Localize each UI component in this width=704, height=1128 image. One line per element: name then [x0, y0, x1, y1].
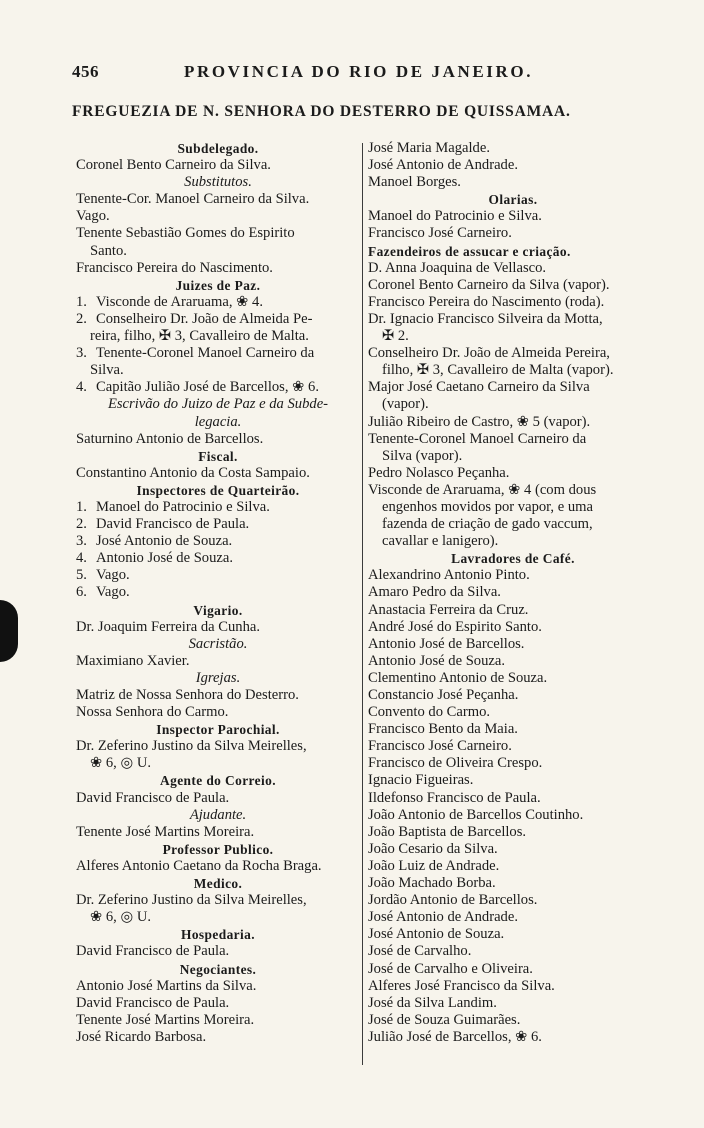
section-heading: Juizes de Paz.: [175, 277, 261, 293]
subheading: Substitutos.: [184, 174, 252, 191]
page-number: 456: [72, 62, 99, 81]
running-title: PROVINCIA DO RIO DE JANEIRO.: [184, 62, 534, 81]
entry-line: David Francisco de Paula.: [76, 994, 230, 1011]
numbered-entry: [76, 499, 360, 516]
entry-line: Constantino Antonio da Costa Sampaio.: [76, 464, 310, 481]
entry-line: Alexandrino Antonio Pinto.: [368, 567, 530, 584]
entry-line: José Ricardo Barbosa.: [76, 1028, 207, 1045]
entry-line: Antonio José Martins da Silva.: [76, 977, 257, 994]
section-heading: Medico.: [193, 876, 243, 892]
entry-line: Tenente Sebastião Gomes do Espirito: [76, 225, 295, 242]
entry-continuation: engenhos movidos por vapor, e uma: [382, 498, 593, 515]
entry-line: João Cesario da Silva.: [368, 840, 498, 857]
section-heading: Fiscal.: [198, 448, 238, 464]
entry-line: Matriz de Nossa Senhora do Desterro.: [76, 687, 299, 703]
parish-title: FREGUEZIA DE N. SENHORA DO DESTERRO DE QUISSAMAA.: [72, 103, 571, 120]
entry-text: Conselheiro Dr. João de Almeida Pe-: [96, 310, 313, 327]
section-heading: Hospedaria.: [181, 927, 255, 943]
entry-text: Manoel do Patrocinio e Silva.: [96, 498, 270, 515]
entry-line: José Antonio de Souza.: [368, 926, 505, 943]
entry-line: Ignacio Figueiras.: [368, 772, 474, 789]
entry-line: Constancio José Peçanha.: [368, 687, 519, 703]
entry-line: Francisco Pereira do Nascimento.: [76, 259, 273, 276]
entry-line: André José do Espirito Santo.: [368, 618, 542, 635]
numbered-entry: [76, 567, 360, 584]
section-heading: Vigario.: [193, 602, 243, 618]
entry-text: David Francisco de Paula.: [96, 516, 250, 533]
right-column: [368, 140, 658, 1046]
numbered-entry: [76, 533, 360, 550]
entry-line: Julião Ribeiro de Castro, ❀ 5 (vapor).: [368, 413, 591, 430]
subheading: Ajudante.: [189, 806, 247, 823]
section-heading: Agente do Correio.: [160, 773, 276, 789]
entry-line: Alferes José Francisco da Silva.: [368, 977, 555, 994]
entry-continuation: Silva.: [90, 362, 124, 379]
section-heading: Inspectores de Quarteirão.: [136, 482, 300, 498]
page-header: [72, 62, 582, 82]
entry-line: Antonio José de Souza.: [368, 652, 506, 669]
entry-number: 4.: [76, 379, 87, 396]
entry-line: José de Carvalho.: [368, 943, 472, 960]
entry-continuation: filho, ✠ 3, Cavalleiro de Malta (vapor).: [382, 362, 614, 379]
entry-line: Julião José de Barcellos, ❀ 6.: [368, 1028, 542, 1045]
entry-line: Dr. Ignacio Francisco Silveira da Motta,: [368, 310, 603, 327]
entry-number: 4.: [76, 550, 87, 567]
section-heading: Lavradores de Café.: [451, 551, 575, 567]
entry-line: Alferes Antonio Caetano da Rocha Braga.: [76, 857, 322, 874]
left-column: [76, 140, 360, 1046]
entry-line: Tenente-Coronel Manoel Carneiro da: [368, 430, 587, 447]
entry-text: Capitão Julião José de Barcellos, ❀ 6.: [96, 379, 319, 396]
subheading: Igrejas.: [195, 669, 241, 686]
entry-line: José de Souza Guimarães.: [368, 1011, 521, 1028]
entry-line: João Luiz de Andrade.: [368, 857, 500, 874]
entry-continuation: cavallar e lanigero).: [382, 533, 499, 550]
entry-continuation: ❀ 6, ◎ U.: [90, 755, 152, 772]
section-heading: Fazendeiros de assucar e criação.: [368, 243, 571, 259]
entry-line: Tenente José Martins Moreira.: [76, 823, 255, 840]
subheading: Sacristão.: [188, 635, 248, 652]
numbered-entry: [76, 294, 360, 311]
entry-number: 5.: [76, 567, 87, 584]
entry-number: 2.: [76, 516, 87, 533]
entry-line: D. Anna Joaquina de Vellasco.: [368, 259, 547, 276]
entry-continuation: (vapor).: [382, 396, 429, 413]
entry-line: Dr. Zeferino Justino da Silva Meirelles,: [76, 738, 307, 755]
entry-number: 3.: [76, 533, 87, 550]
entry-line: David Francisco de Paula.: [76, 789, 230, 806]
section-heading: Subdelegado.: [177, 141, 259, 156]
section-heading: Negociantes.: [179, 961, 257, 977]
entry-line: José Antonio de Andrade.: [368, 157, 518, 174]
entry-number: 6.: [76, 584, 87, 601]
entry-text: Tenente-Coronel Manoel Carneiro da: [96, 345, 315, 362]
italic-line: legacia.: [194, 413, 242, 430]
entry-line: João Machado Borba.: [368, 875, 496, 892]
italic-line: Escrivão do Juizo de Paz e da Subde-: [107, 396, 329, 413]
binding-mark: [0, 600, 18, 662]
entry-line: Convento do Carmo.: [368, 704, 491, 721]
numbered-entry: [76, 550, 360, 567]
numbered-entry: [76, 379, 360, 396]
entry-line: Visconde de Araruama, ❀ 4 (com dous: [368, 481, 597, 498]
entry-continuation: Silva (vapor).: [382, 447, 463, 464]
section-heading: Professor Publico.: [162, 841, 274, 857]
section-heading: Inspector Parochial.: [156, 722, 280, 738]
entry-line: Francisco Bento da Maia.: [368, 721, 518, 738]
entry-text: Vago.: [96, 567, 130, 584]
entry-line: Maximiano Xavier.: [76, 652, 190, 669]
entry-line: Amaro Pedro da Silva.: [368, 584, 501, 601]
entry-text: Antonio José de Souza.: [96, 550, 234, 567]
entry-continuation: reira, filho, ✠ 3, Cavalleiro de Malta.: [90, 328, 309, 345]
entry-line: David Francisco de Paula.: [76, 943, 230, 960]
entry-number: 1.: [76, 498, 87, 515]
entry-line: Francisco Pereira do Nascimento (roda).: [368, 293, 605, 310]
entry-continuation: ✠ 2.: [382, 328, 409, 345]
entry-line: Conselheiro Dr. João de Almeida Pereira,: [368, 345, 610, 362]
entry-line: Nossa Senhora do Carmo.: [76, 704, 229, 721]
entry-text: Visconde de Araruama, ❀ 4.: [96, 293, 263, 310]
entry-line: Manoel do Patrocinio e Silva.: [368, 208, 542, 225]
entry-line: José da Silva Landim.: [368, 994, 497, 1011]
entry-number: 2.: [76, 310, 87, 327]
entry-line: Francisco de Oliveira Crespo.: [368, 755, 543, 772]
entry-line: Anastacia Ferreira da Cruz.: [368, 601, 529, 618]
entry-line: Vago.: [76, 208, 110, 225]
entry-line: Manoel Borges.: [368, 174, 461, 191]
entry-continuation: fazenda de criação de gado vaccum,: [382, 516, 593, 533]
entry-continuation: ❀ 6, ◎ U.: [90, 909, 152, 926]
entry-line: Ildefonso Francisco de Paula.: [368, 789, 541, 806]
entry-line: João Baptista de Barcellos.: [368, 823, 527, 840]
entry-text: Vago.: [96, 584, 130, 601]
entry-line: Antonio José de Barcellos.: [368, 635, 525, 652]
entry-line: Major José Caetano Carneiro da Silva: [368, 379, 590, 396]
entry-line: Francisco José Carneiro.: [368, 738, 512, 755]
entry-line: Francisco José Carneiro.: [368, 225, 512, 242]
entry-line: Coronel Bento Carneiro da Silva.: [76, 157, 271, 174]
numbered-entry: [76, 584, 360, 601]
numbered-entry: [76, 345, 360, 362]
entry-line: Dr. Zeferino Justino da Silva Meirelles,: [76, 892, 307, 909]
numbered-entry: [76, 516, 360, 533]
entry-line: Saturnino Antonio de Barcellos.: [76, 430, 264, 447]
entry-line: Clementino Antonio de Souza.: [368, 669, 548, 686]
entry-line: Dr. Joaquim Ferreira da Cunha.: [76, 618, 260, 635]
entry-number: 3.: [76, 345, 87, 362]
entry-line: Coronel Bento Carneiro da Silva (vapor).: [368, 276, 610, 293]
entry-line: José Maria Magalde.: [368, 140, 490, 156]
entry-line: Pedro Nolasco Peçanha.: [368, 464, 510, 481]
entry-continuation: Santo.: [90, 242, 127, 259]
section-heading: Olarias.: [488, 192, 538, 208]
entry-number: 1.: [76, 293, 87, 310]
entry-text: José Antonio de Souza.: [96, 533, 233, 550]
numbered-entry: [76, 311, 360, 328]
column-divider: [362, 143, 363, 1065]
entry-line: José Antonio de Andrade.: [368, 909, 518, 926]
entry-line: Tenente-Cor. Manoel Carneiro da Silva.: [76, 191, 310, 208]
entry-line: José de Carvalho e Oliveira.: [368, 960, 533, 977]
entry-line: Tenente José Martins Moreira.: [76, 1011, 255, 1028]
entry-line: Jordão Antonio de Barcellos.: [368, 892, 538, 909]
entry-line: João Antonio de Barcellos Coutinho.: [368, 806, 584, 823]
